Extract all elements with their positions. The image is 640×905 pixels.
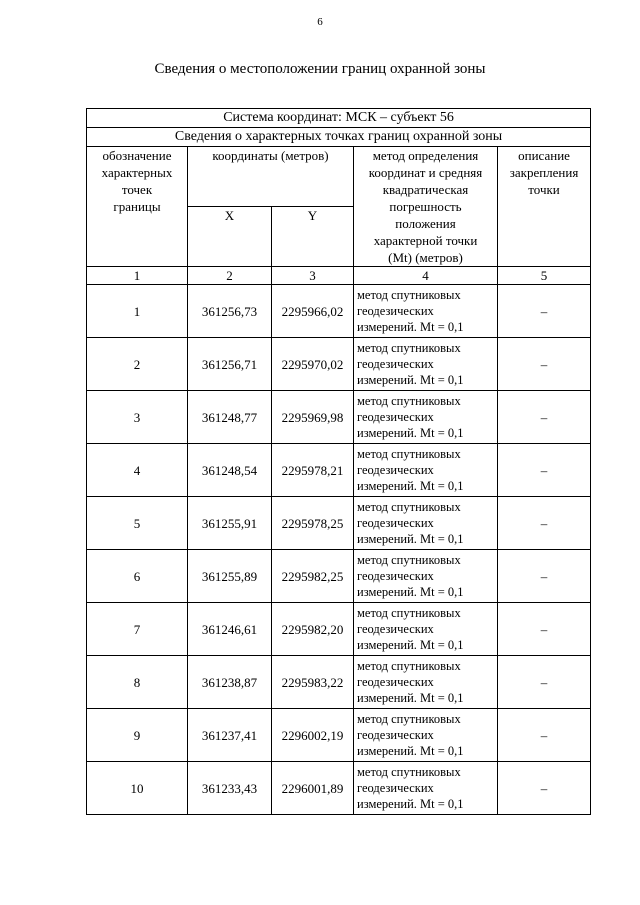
y-coordinate-cell: 2295982,20 <box>272 603 354 656</box>
point-number-cell: 6 <box>87 550 188 603</box>
column-number: 2 <box>188 267 272 285</box>
y-coordinate-cell: 2295978,25 <box>272 497 354 550</box>
y-coordinate-cell: 2295966,02 <box>272 285 354 338</box>
header-method-line: (Mt) (метров) <box>388 250 463 265</box>
column-number: 1 <box>87 267 188 285</box>
x-coordinate-cell: 361238,87 <box>188 656 272 709</box>
y-coordinate-cell: 2296002,19 <box>272 709 354 762</box>
description-cell: – <box>498 444 591 497</box>
x-coordinate-cell: 361246,61 <box>188 603 272 656</box>
description-cell: – <box>498 603 591 656</box>
description-cell: – <box>498 497 591 550</box>
method-line: метод спутниковых <box>357 553 461 567</box>
table-row <box>87 338 591 391</box>
method-line: измерений. Mt = 0,1 <box>357 691 464 705</box>
method-line: метод спутниковых <box>357 659 461 673</box>
x-coordinate-cell: 361248,77 <box>188 391 272 444</box>
column-number: 3 <box>272 267 354 285</box>
document-title: Сведения о местоположении границ охранной зоны <box>154 61 486 77</box>
method-line: измерений. Mt = 0,1 <box>357 638 464 652</box>
method-cell <box>354 603 498 656</box>
method-line: метод спутниковых <box>357 712 461 726</box>
method-line: измерений. Mt = 0,1 <box>357 320 464 334</box>
table-row <box>87 391 591 444</box>
point-number-cell: 7 <box>87 603 188 656</box>
method-cell <box>354 656 498 709</box>
column-number: 5 <box>498 267 591 285</box>
method-cell <box>354 391 498 444</box>
description-cell: – <box>498 762 591 815</box>
header-designation <box>87 147 188 267</box>
method-cell <box>354 709 498 762</box>
description-cell: – <box>498 391 591 444</box>
x-coordinate-cell: 361256,73 <box>188 285 272 338</box>
coordinate-system-cell: Система координат: МСК – субъект 56 <box>87 109 591 128</box>
point-number-cell: 4 <box>87 444 188 497</box>
y-coordinate-cell: 2295969,98 <box>272 391 354 444</box>
header-designation-line: обозначение <box>102 148 172 163</box>
header-method-line: характерной точки <box>373 233 478 248</box>
method-line: метод спутниковых <box>357 447 461 461</box>
y-coordinate-cell: 2295978,21 <box>272 444 354 497</box>
header-description <box>498 147 591 267</box>
x-coordinate-cell: 361237,41 <box>188 709 272 762</box>
header-description-line: закрепления <box>509 165 579 180</box>
description-cell: – <box>498 709 591 762</box>
method-line: геодезических <box>357 463 434 477</box>
table-row <box>87 762 591 815</box>
point-number-cell: 5 <box>87 497 188 550</box>
method-line: метод спутниковых <box>357 288 461 302</box>
method-line: геодезических <box>357 357 434 371</box>
table-row <box>87 709 591 762</box>
header-method-line: положения <box>395 216 456 231</box>
description-cell: – <box>498 285 591 338</box>
point-number-cell: 2 <box>87 338 188 391</box>
method-line: измерений. Mt = 0,1 <box>357 479 464 493</box>
method-line: измерений. Mt = 0,1 <box>357 532 464 546</box>
method-line: геодезических <box>357 675 434 689</box>
table-row <box>87 285 591 338</box>
method-line: измерений. Mt = 0,1 <box>357 426 464 440</box>
header-x: X <box>188 207 272 267</box>
y-coordinate-cell: 2295983,22 <box>272 656 354 709</box>
method-cell <box>354 444 498 497</box>
header-designation-line: точек <box>121 182 153 197</box>
y-coordinate-cell: 2295970,02 <box>272 338 354 391</box>
point-number-cell: 9 <box>87 709 188 762</box>
method-line: измерений. Mt = 0,1 <box>357 797 464 811</box>
point-number-cell: 1 <box>87 285 188 338</box>
point-number-cell: 10 <box>87 762 188 815</box>
method-line: геодезических <box>357 569 434 583</box>
method-cell <box>354 762 498 815</box>
header-method-line: координат и средняя <box>368 165 483 180</box>
method-line: геодезических <box>357 516 434 530</box>
method-line: геодезических <box>357 781 434 795</box>
page-number: 6 <box>317 16 323 28</box>
coordinates-table <box>86 108 591 815</box>
header-description-line: точки <box>528 182 560 197</box>
point-number-cell: 8 <box>87 656 188 709</box>
method-cell <box>354 285 498 338</box>
header-y: Y <box>272 207 354 267</box>
x-coordinate-cell: 361255,89 <box>188 550 272 603</box>
method-cell <box>354 338 498 391</box>
table-row <box>87 497 591 550</box>
method-line: измерений. Mt = 0,1 <box>357 744 464 758</box>
table-row <box>87 603 591 656</box>
header-method <box>354 147 498 267</box>
description-cell: – <box>498 656 591 709</box>
y-coordinate-cell: 2295982,25 <box>272 550 354 603</box>
x-coordinate-cell: 361256,71 <box>188 338 272 391</box>
point-number-cell: 3 <box>87 391 188 444</box>
method-line: геодезических <box>357 728 434 742</box>
section-title-cell: Сведения о характерных точках границ охранной зоны <box>87 128 591 147</box>
header-method-line: погрешность <box>389 199 462 214</box>
method-line: геодезических <box>357 622 434 636</box>
method-line: измерений. Mt = 0,1 <box>357 373 464 387</box>
method-line: геодезических <box>357 410 434 424</box>
method-cell <box>354 550 498 603</box>
x-coordinate-cell: 361233,43 <box>188 762 272 815</box>
method-line: метод спутниковых <box>357 606 461 620</box>
header-description-line: описание <box>518 148 570 163</box>
table-row <box>87 656 591 709</box>
method-line: метод спутниковых <box>357 500 461 514</box>
x-coordinate-cell: 361248,54 <box>188 444 272 497</box>
method-line: измерений. Mt = 0,1 <box>357 585 464 599</box>
table-row <box>87 444 591 497</box>
header-method-line: квадратическая <box>382 182 469 197</box>
method-line: метод спутниковых <box>357 394 461 408</box>
description-cell: – <box>498 550 591 603</box>
method-line: метод спутниковых <box>357 341 461 355</box>
description-cell: – <box>498 338 591 391</box>
y-coordinate-cell: 2296001,89 <box>272 762 354 815</box>
header-designation-line: границы <box>113 199 161 214</box>
header-coordinates: координаты (метров) <box>188 147 354 207</box>
method-line: метод спутниковых <box>357 765 461 779</box>
column-number: 4 <box>354 267 498 285</box>
header-method-line: метод определения <box>372 148 479 163</box>
table-row <box>87 550 591 603</box>
column-numbers-row <box>87 267 591 285</box>
x-coordinate-cell: 361255,91 <box>188 497 272 550</box>
method-cell <box>354 497 498 550</box>
header-designation-line: характерных <box>101 165 173 180</box>
method-line: геодезических <box>357 304 434 318</box>
